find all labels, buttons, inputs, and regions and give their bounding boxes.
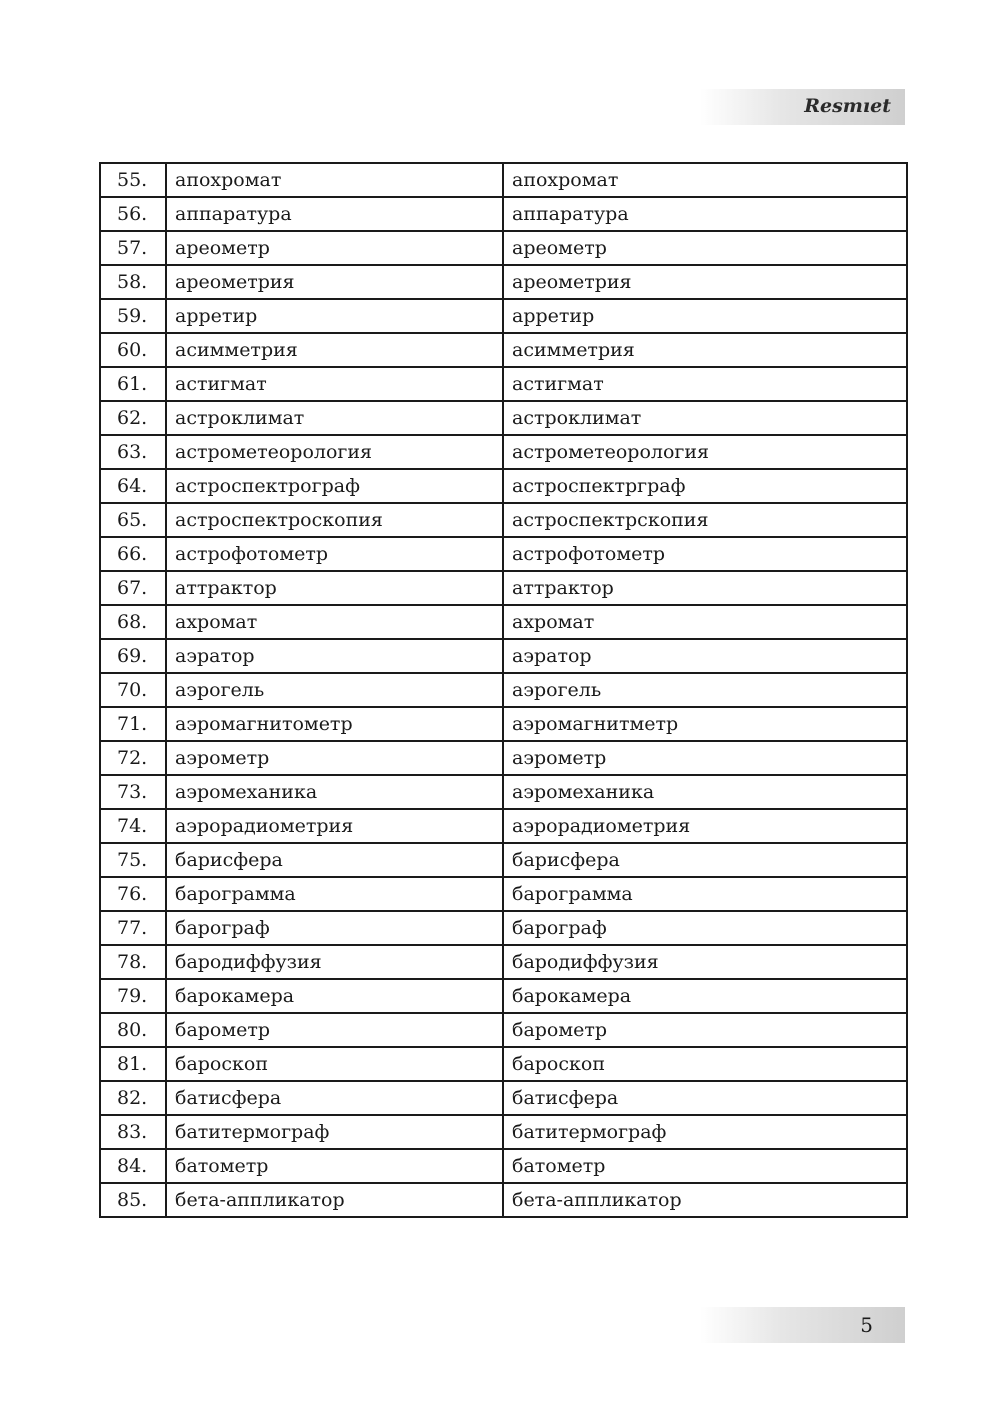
table-row bbox=[100, 571, 907, 605]
row-number: 81. bbox=[100, 1047, 166, 1081]
table-row bbox=[100, 1081, 907, 1115]
translation-cell: барограф bbox=[503, 911, 907, 945]
row-number: 69. bbox=[100, 639, 166, 673]
translation-cell: астигмат bbox=[503, 367, 907, 401]
term-cell: барограмма bbox=[166, 877, 503, 911]
table-row bbox=[100, 265, 907, 299]
row-number: 71. bbox=[100, 707, 166, 741]
translation-cell: бета-аппликатор bbox=[503, 1183, 907, 1217]
table-row bbox=[100, 1149, 907, 1183]
row-number: 75. bbox=[100, 843, 166, 877]
table-row bbox=[100, 945, 907, 979]
term-cell: батисфера bbox=[166, 1081, 503, 1115]
translation-cell: ареометр bbox=[503, 231, 907, 265]
translation-cell: аэрорадиометрия bbox=[503, 809, 907, 843]
row-number: 67. bbox=[100, 571, 166, 605]
term-cell: аэромагнитометр bbox=[166, 707, 503, 741]
table-row bbox=[100, 503, 907, 537]
term-cell: астроспектрограф bbox=[166, 469, 503, 503]
translation-cell: астроклимат bbox=[503, 401, 907, 435]
header-band bbox=[700, 89, 905, 125]
term-cell: астроклимат bbox=[166, 401, 503, 435]
row-number: 72. bbox=[100, 741, 166, 775]
table-row bbox=[100, 469, 907, 503]
row-number: 85. bbox=[100, 1183, 166, 1217]
table-row bbox=[100, 197, 907, 231]
table-row bbox=[100, 1013, 907, 1047]
table-row bbox=[100, 809, 907, 843]
translation-cell: астрофотометр bbox=[503, 537, 907, 571]
table-row bbox=[100, 231, 907, 265]
term-cell: бародиффузия bbox=[166, 945, 503, 979]
term-cell: ареометр bbox=[166, 231, 503, 265]
table-row bbox=[100, 163, 907, 197]
term-cell: бета-аппликатор bbox=[166, 1183, 503, 1217]
row-number: 83. bbox=[100, 1115, 166, 1149]
term-cell: аэрогель bbox=[166, 673, 503, 707]
footer-band bbox=[700, 1307, 905, 1343]
header-title: Resmıet bbox=[804, 95, 891, 117]
page-number: 5 bbox=[860, 1313, 873, 1337]
row-number: 84. bbox=[100, 1149, 166, 1183]
translation-cell: аэромеханика bbox=[503, 775, 907, 809]
row-number: 60. bbox=[100, 333, 166, 367]
row-number: 68. bbox=[100, 605, 166, 639]
row-number: 56. bbox=[100, 197, 166, 231]
table-row bbox=[100, 911, 907, 945]
translation-cell: батитермограф bbox=[503, 1115, 907, 1149]
term-cell: барограф bbox=[166, 911, 503, 945]
term-cell: батометр bbox=[166, 1149, 503, 1183]
table-row bbox=[100, 843, 907, 877]
table-row bbox=[100, 333, 907, 367]
row-number: 64. bbox=[100, 469, 166, 503]
table-row bbox=[100, 741, 907, 775]
table-row bbox=[100, 979, 907, 1013]
table-row bbox=[100, 707, 907, 741]
term-cell: апохромат bbox=[166, 163, 503, 197]
translation-cell: ареометрия bbox=[503, 265, 907, 299]
term-cell: батитермограф bbox=[166, 1115, 503, 1149]
translation-cell: аэрогель bbox=[503, 673, 907, 707]
terms-table-body bbox=[100, 163, 907, 1217]
term-cell: аттрактор bbox=[166, 571, 503, 605]
translation-cell: аэрометр bbox=[503, 741, 907, 775]
term-cell: арретир bbox=[166, 299, 503, 333]
row-number: 55. bbox=[100, 163, 166, 197]
row-number: 80. bbox=[100, 1013, 166, 1047]
row-number: 63. bbox=[100, 435, 166, 469]
translation-cell: астрометеорология bbox=[503, 435, 907, 469]
table-row bbox=[100, 605, 907, 639]
table-row bbox=[100, 1183, 907, 1217]
term-cell: барисфера bbox=[166, 843, 503, 877]
term-cell: астрометеорология bbox=[166, 435, 503, 469]
row-number: 62. bbox=[100, 401, 166, 435]
table-row bbox=[100, 1115, 907, 1149]
table-row bbox=[100, 401, 907, 435]
translation-cell: барисфера bbox=[503, 843, 907, 877]
table-row bbox=[100, 775, 907, 809]
table-row bbox=[100, 299, 907, 333]
table-row bbox=[100, 367, 907, 401]
table-row bbox=[100, 537, 907, 571]
term-cell: аппаратура bbox=[166, 197, 503, 231]
term-cell: барометр bbox=[166, 1013, 503, 1047]
row-number: 65. bbox=[100, 503, 166, 537]
row-number: 66. bbox=[100, 537, 166, 571]
term-cell: аэрорадиометрия bbox=[166, 809, 503, 843]
table-row bbox=[100, 877, 907, 911]
row-number: 82. bbox=[100, 1081, 166, 1115]
term-cell: барокамера bbox=[166, 979, 503, 1013]
translation-cell: астроспектрскопия bbox=[503, 503, 907, 537]
term-cell: асимметрия bbox=[166, 333, 503, 367]
term-cell: ареометрия bbox=[166, 265, 503, 299]
table-row bbox=[100, 673, 907, 707]
term-cell: астроспектроскопия bbox=[166, 503, 503, 537]
row-number: 77. bbox=[100, 911, 166, 945]
row-number: 58. bbox=[100, 265, 166, 299]
translation-cell: ахромат bbox=[503, 605, 907, 639]
term-cell: астигмат bbox=[166, 367, 503, 401]
row-number: 59. bbox=[100, 299, 166, 333]
translation-cell: барометр bbox=[503, 1013, 907, 1047]
row-number: 78. bbox=[100, 945, 166, 979]
term-cell: аэратор bbox=[166, 639, 503, 673]
translation-cell: барограмма bbox=[503, 877, 907, 911]
term-cell: астрофотометр bbox=[166, 537, 503, 571]
translation-cell: бародиффузия bbox=[503, 945, 907, 979]
translation-cell: астроспектрграф bbox=[503, 469, 907, 503]
translation-cell: аэромагнитметр bbox=[503, 707, 907, 741]
row-number: 70. bbox=[100, 673, 166, 707]
table-row bbox=[100, 639, 907, 673]
term-cell: аэромеханика bbox=[166, 775, 503, 809]
terms-table bbox=[99, 162, 908, 1218]
row-number: 74. bbox=[100, 809, 166, 843]
table-row bbox=[100, 1047, 907, 1081]
translation-cell: арретир bbox=[503, 299, 907, 333]
row-number: 76. bbox=[100, 877, 166, 911]
translation-cell: батометр bbox=[503, 1149, 907, 1183]
row-number: 73. bbox=[100, 775, 166, 809]
row-number: 79. bbox=[100, 979, 166, 1013]
translation-cell: бароскоп bbox=[503, 1047, 907, 1081]
translation-cell: асимметрия bbox=[503, 333, 907, 367]
translation-cell: аппаратура bbox=[503, 197, 907, 231]
translation-cell: батисфера bbox=[503, 1081, 907, 1115]
translation-cell: аттрактор bbox=[503, 571, 907, 605]
row-number: 57. bbox=[100, 231, 166, 265]
translation-cell: аэратор bbox=[503, 639, 907, 673]
table-row bbox=[100, 435, 907, 469]
row-number: 61. bbox=[100, 367, 166, 401]
term-cell: аэрометр bbox=[166, 741, 503, 775]
term-cell: ахромат bbox=[166, 605, 503, 639]
translation-cell: апохромат bbox=[503, 163, 907, 197]
translation-cell: барокамера bbox=[503, 979, 907, 1013]
term-cell: бароскоп bbox=[166, 1047, 503, 1081]
